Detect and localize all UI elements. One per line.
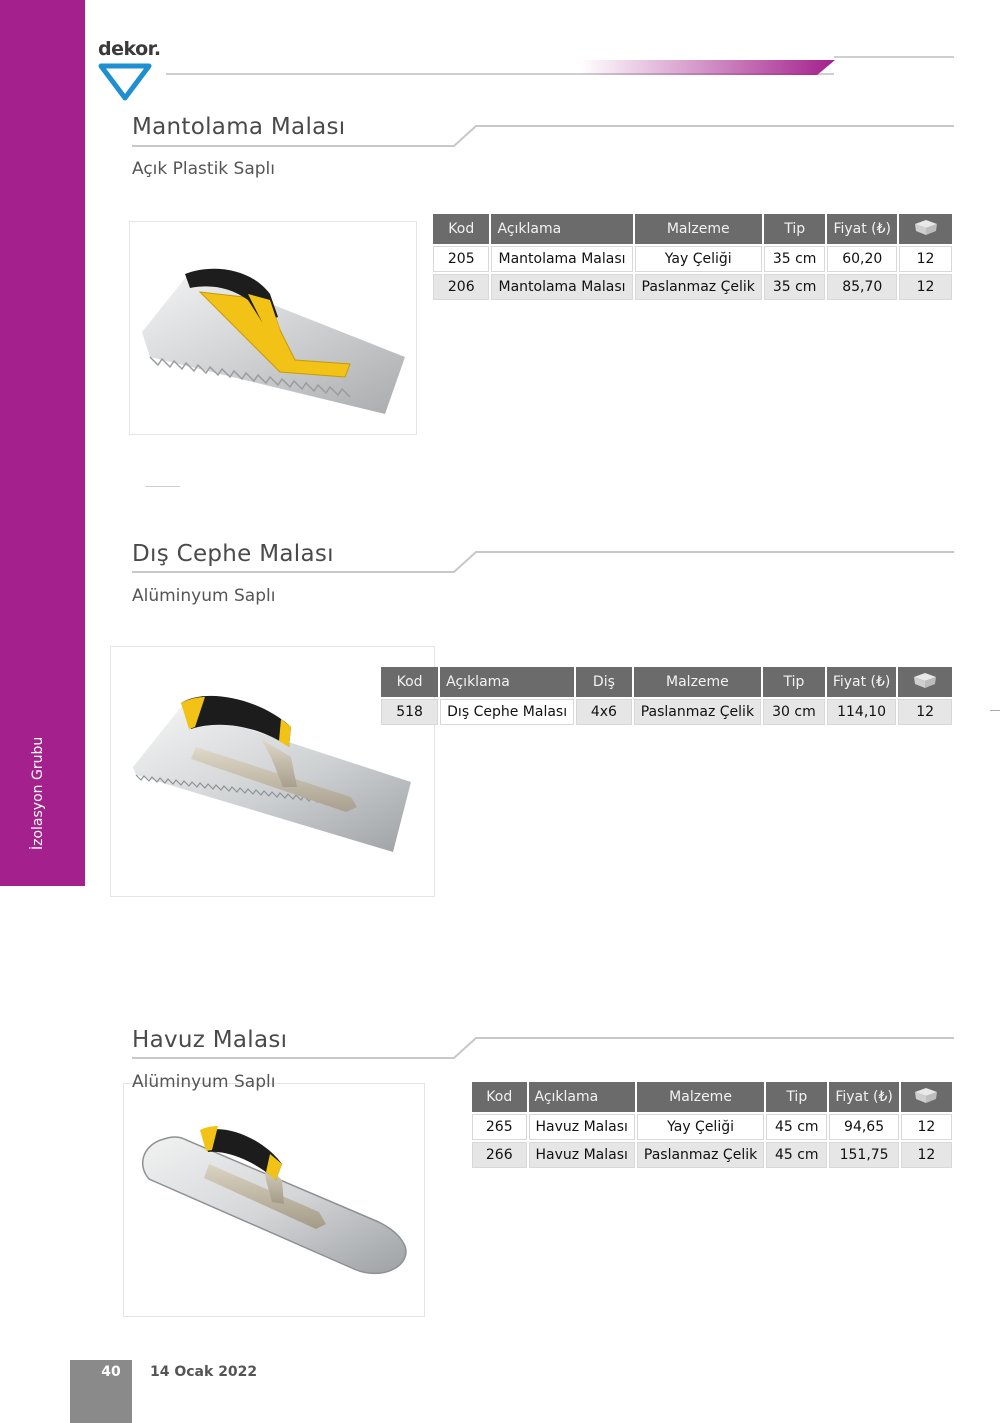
cell-malzeme: Paslanmaz Çelik bbox=[637, 1142, 764, 1168]
col-header-kod: Kod bbox=[381, 667, 438, 697]
divider-dash-right bbox=[990, 710, 1000, 711]
col-header-tip: Tip bbox=[764, 214, 826, 244]
cell-tip: 30 cm bbox=[763, 699, 825, 725]
cell-koli: 12 bbox=[899, 246, 952, 272]
box-icon bbox=[912, 671, 938, 689]
divider-dash bbox=[145, 486, 180, 487]
section-rule bbox=[132, 124, 954, 150]
page-number: 40 bbox=[101, 1364, 121, 1380]
table-header-row bbox=[381, 667, 952, 697]
cell-koli: 12 bbox=[901, 1142, 952, 1168]
cell-kod: 265 bbox=[472, 1114, 527, 1140]
section-subtitle-havuz: Alüminyum Saplı bbox=[132, 1072, 276, 1092]
col-header-aciklama: Açıklama bbox=[491, 214, 632, 244]
section-title-mantolama: Mantolama Malası bbox=[132, 114, 346, 140]
price-table-mantolama bbox=[431, 212, 954, 302]
box-icon bbox=[913, 1086, 939, 1104]
cell-fiyat: 151,75 bbox=[829, 1142, 899, 1168]
table-row bbox=[381, 699, 952, 725]
table-header-row bbox=[433, 214, 952, 244]
col-header-malzeme: Malzeme bbox=[634, 667, 761, 697]
cell-fiyat: 114,10 bbox=[827, 699, 897, 725]
section-rule bbox=[132, 1036, 954, 1062]
table-header-row bbox=[472, 1082, 952, 1112]
cell-koli: 12 bbox=[901, 1114, 952, 1140]
cell-malzeme: Paslanmaz Çelik bbox=[634, 699, 761, 725]
cell-malzeme: Paslanmaz Çelik bbox=[635, 274, 762, 300]
col-header-aciklama: Açıklama bbox=[440, 667, 574, 697]
header-rule-right bbox=[834, 56, 954, 58]
box-icon bbox=[913, 218, 939, 236]
col-header-aciklama: Açıklama bbox=[529, 1082, 635, 1112]
cell-aciklama: Mantolama Malası bbox=[491, 274, 632, 300]
col-header-box bbox=[901, 1082, 952, 1112]
col-header-dis: Diş bbox=[576, 667, 632, 697]
footer-date: 14 Ocak 2022 bbox=[150, 1364, 258, 1380]
cell-koli: 12 bbox=[899, 274, 952, 300]
cell-tip: 45 cm bbox=[766, 1142, 827, 1168]
col-header-tip: Tip bbox=[766, 1082, 827, 1112]
side-label bbox=[30, 810, 50, 850]
cell-malzeme: Yay Çeliği bbox=[637, 1114, 764, 1140]
cell-fiyat: 94,65 bbox=[829, 1114, 899, 1140]
cell-aciklama: Havuz Malası bbox=[529, 1114, 635, 1140]
col-header-kod: Kod bbox=[433, 214, 489, 244]
col-header-box bbox=[898, 667, 952, 697]
table-row bbox=[472, 1142, 952, 1168]
cell-kod: 205 bbox=[433, 246, 489, 272]
cell-kod: 266 bbox=[472, 1142, 527, 1168]
cell-fiyat: 85,70 bbox=[827, 274, 897, 300]
diamond-logo-icon bbox=[98, 62, 152, 106]
col-header-fiyat: Fiyat (₺) bbox=[829, 1082, 899, 1112]
cell-aciklama: Dış Cephe Malası bbox=[440, 699, 574, 725]
section-title-havuz: Havuz Malası bbox=[132, 1027, 288, 1053]
col-header-fiyat: Fiyat (₺) bbox=[827, 214, 897, 244]
cell-kod: 206 bbox=[433, 274, 489, 300]
col-header-fiyat: Fiyat (₺) bbox=[827, 667, 897, 697]
cell-koli: 12 bbox=[898, 699, 952, 725]
cell-aciklama: Havuz Malası bbox=[529, 1142, 635, 1168]
header-accent-bar bbox=[580, 60, 835, 75]
col-header-malzeme: Malzeme bbox=[635, 214, 762, 244]
col-header-kod: Kod bbox=[472, 1082, 527, 1112]
cell-kod: 518 bbox=[381, 699, 438, 725]
section-rule bbox=[132, 550, 954, 576]
cell-tip: 35 cm bbox=[764, 274, 826, 300]
col-header-malzeme: Malzeme bbox=[637, 1082, 764, 1112]
table-row bbox=[433, 246, 952, 272]
product-image-havuz bbox=[123, 1083, 425, 1317]
cell-tip: 35 cm bbox=[764, 246, 826, 272]
table-row bbox=[433, 274, 952, 300]
table-row bbox=[472, 1114, 952, 1140]
price-table-dis-cephe bbox=[379, 665, 954, 727]
cell-aciklama: Mantolama Malası bbox=[491, 246, 632, 272]
col-header-tip: Tip bbox=[763, 667, 825, 697]
cell-malzeme: Yay Çeliği bbox=[635, 246, 762, 272]
cell-fiyat: 60,20 bbox=[827, 246, 897, 272]
brand-logo-text: dekor. bbox=[98, 38, 161, 60]
section-title-dis-cephe: Dış Cephe Malası bbox=[132, 541, 334, 567]
section-subtitle-mantolama: Açık Plastik Saplı bbox=[132, 159, 275, 179]
price-table-havuz bbox=[470, 1080, 954, 1170]
col-header-box bbox=[899, 214, 952, 244]
cell-tip: 45 cm bbox=[766, 1114, 827, 1140]
section-subtitle-dis-cephe: Alüminyum Saplı bbox=[132, 586, 276, 606]
cell-dis: 4x6 bbox=[576, 699, 632, 725]
product-image-mantolama bbox=[129, 221, 417, 435]
